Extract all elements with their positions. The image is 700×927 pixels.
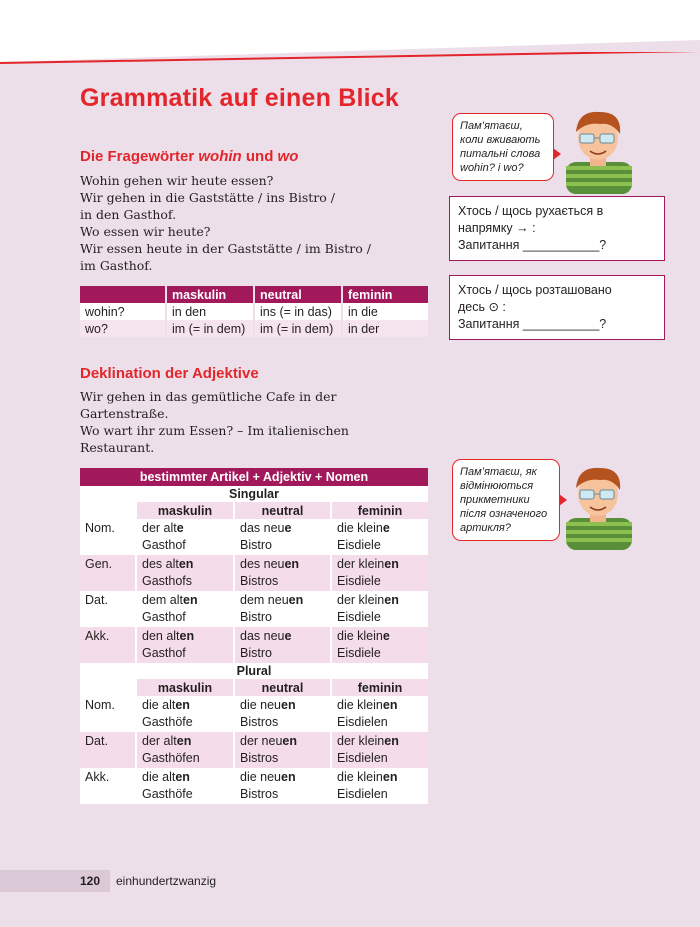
question-line: напрямку → : — [458, 221, 536, 235]
fragewoerter-text — [80, 172, 371, 274]
table-cell — [331, 555, 428, 591]
noun: Eisdielen — [337, 787, 388, 801]
table-header-row — [80, 286, 428, 303]
table-header-empty — [80, 679, 136, 696]
table-cell: wohin? — [80, 303, 166, 320]
adjective-ending: en — [384, 734, 399, 748]
page-number-word: einhundertzwanzig — [116, 874, 217, 888]
table-cell — [234, 591, 331, 627]
text-line: Wir essen heute in der Gaststätte / im Bistro / — [80, 241, 371, 256]
boy-illustration-icon — [560, 104, 638, 194]
adjective-ending: en — [176, 734, 192, 748]
adjective-ending: e — [382, 629, 390, 643]
table-row — [80, 696, 428, 732]
noun: Bistros — [240, 751, 279, 765]
fragewoerter-table — [80, 286, 428, 337]
table-row — [80, 519, 428, 555]
case-label: Nom. — [80, 696, 136, 732]
table-cell — [136, 732, 234, 768]
text-line: Wo essen wir heute? — [80, 224, 211, 239]
article-adjective — [240, 520, 325, 537]
bubble-line: Пам’ятаєш, як — [460, 466, 537, 478]
page-top-red-rule — [0, 52, 700, 66]
deklination-heading: Deklination der Adjektive — [80, 365, 259, 382]
article-adjective — [337, 769, 423, 786]
plural-label-row — [80, 663, 428, 679]
question-line: Хтось / щось рухається в — [458, 204, 604, 218]
adjective-stem: dem alt — [142, 593, 183, 607]
table-banner: bestimmter Artikel + Adjektiv + Nomen — [80, 468, 428, 486]
plural-label: Plural — [80, 663, 428, 679]
table-cell: im (= in dem) — [166, 320, 254, 337]
table-cell: im (= in dem) — [254, 320, 342, 337]
footer-band — [0, 870, 700, 892]
adjective-stem: die alt — [142, 770, 176, 784]
adjective-ending: e — [284, 629, 292, 643]
text-line: Wohin gehen wir heute essen? — [80, 173, 274, 188]
table-cell — [136, 627, 234, 663]
article-adjective — [142, 556, 228, 573]
adjective-stem: die klein — [337, 770, 383, 784]
singular-header-row — [80, 502, 428, 519]
article-adjective — [337, 697, 423, 714]
table-header-empty — [80, 286, 166, 303]
plural-rows — [80, 696, 428, 804]
adjective-ending: en — [284, 557, 300, 571]
question-box-direction — [449, 196, 665, 261]
table-cell — [331, 768, 428, 804]
singular-rows — [80, 519, 428, 663]
adjective-ending: en — [175, 770, 190, 784]
table-header-feminin: feminin — [331, 502, 428, 519]
table-header-neutral: neutral — [254, 286, 342, 303]
table-header-neutral: neutral — [234, 679, 331, 696]
fragewoerter-heading-und: und — [241, 148, 278, 165]
table-cell: in den — [166, 303, 254, 320]
table-header-empty — [80, 502, 136, 519]
table-banner-row — [80, 468, 428, 486]
table-cell: in die — [342, 303, 428, 320]
adjective-stem: der klein — [337, 734, 385, 748]
table-cell — [136, 696, 234, 732]
table-row — [80, 591, 428, 627]
noun: Gasthof — [142, 646, 186, 660]
table-cell — [331, 732, 428, 768]
adjective-stem: die alt — [142, 698, 176, 712]
article-adjective — [240, 592, 325, 609]
fragewoerter-heading-prefix: Die Fragewörter — [80, 148, 199, 165]
adjective-stem: des neu — [240, 557, 285, 571]
adjective-ending: en — [288, 593, 304, 607]
noun: Eisdiele — [337, 646, 381, 660]
adjective-ending: en — [178, 557, 194, 571]
case-label: Akk. — [80, 768, 136, 804]
adjective-stem: der alt — [142, 521, 177, 535]
case-label: Nom. — [80, 519, 136, 555]
page-title: Grammatik auf einen Blick — [80, 84, 400, 112]
plural-header-row — [80, 679, 428, 696]
table-cell — [331, 696, 428, 732]
table-cell — [234, 696, 331, 732]
article-adjective — [337, 592, 423, 609]
article-adjective — [337, 733, 423, 750]
article-adjective — [240, 769, 325, 786]
noun: Eisdielen — [337, 715, 388, 729]
deklination-table — [80, 468, 428, 804]
table-cell — [136, 519, 234, 555]
article-adjective — [142, 697, 228, 714]
table-row — [80, 768, 428, 804]
adjective-stem: die klein — [337, 698, 383, 712]
fragewoerter-heading-wohin: wohin — [198, 148, 242, 165]
noun: Gasthöfe — [142, 715, 193, 729]
adjective-stem: des alt — [142, 557, 179, 571]
noun: Bistros — [240, 574, 279, 588]
text-line: Wir gehen in die Gaststätte / ins Bistro / — [80, 190, 335, 205]
case-label: Gen. — [80, 555, 136, 591]
table-cell: ins (= in das) — [254, 303, 342, 320]
table-cell — [234, 627, 331, 663]
page-number: 120 — [80, 874, 101, 888]
case-label: Akk. — [80, 627, 136, 663]
table-cell — [234, 732, 331, 768]
text-line: Restaurant. — [80, 440, 155, 455]
adjective-ending: e — [382, 521, 390, 535]
table-cell — [234, 555, 331, 591]
adjective-ending: en — [382, 770, 398, 784]
bubble-line: коли вживають — [460, 134, 541, 146]
article-adjective — [337, 556, 423, 573]
adjective-ending: e — [284, 521, 292, 535]
table-cell — [331, 591, 428, 627]
noun: Gasthofs — [142, 574, 193, 588]
table-cell — [136, 768, 234, 804]
text-line: Gartenstraße. — [80, 406, 169, 421]
speech-bubble-fragewoerter — [452, 113, 554, 181]
adjective-ending: e — [176, 521, 184, 535]
adjective-ending: en — [384, 557, 399, 571]
plural-head — [80, 663, 428, 696]
case-label: Dat. — [80, 732, 136, 768]
adjective-ending: en — [382, 698, 398, 712]
adjective-ending: en — [281, 770, 296, 784]
table-header-feminin: feminin — [342, 286, 428, 303]
adjective-ending: en — [175, 698, 190, 712]
article-adjective — [337, 520, 423, 537]
table-header-feminin: feminin — [331, 679, 428, 696]
article-adjective — [142, 733, 228, 750]
table-row — [80, 732, 428, 768]
noun: Eisdielen — [337, 751, 388, 765]
noun: Bistro — [240, 538, 272, 552]
adjective-stem: den alt — [142, 629, 180, 643]
bubble-line: Пам’ятаєш, — [460, 120, 523, 132]
article-adjective — [240, 733, 325, 750]
table-header-maskulin: maskulin — [166, 286, 254, 303]
adjective-stem: das neu — [240, 629, 285, 643]
adjective-stem: die neu — [240, 770, 282, 784]
table-cell — [234, 519, 331, 555]
text-line: im Gasthof. — [80, 258, 153, 273]
article-adjective — [142, 628, 228, 645]
adjective-stem: der neu — [240, 734, 283, 748]
noun: Eisdiele — [337, 538, 381, 552]
article-adjective — [240, 628, 325, 645]
table-cell — [234, 768, 331, 804]
article-adjective — [142, 520, 228, 537]
table-cell: in der — [342, 320, 428, 337]
article-adjective — [240, 697, 325, 714]
case-label: Dat. — [80, 591, 136, 627]
adjective-ending: en — [384, 593, 399, 607]
table-cell: wo? — [80, 320, 166, 337]
table-cell — [331, 519, 428, 555]
question-line: Запитання ___________? — [458, 317, 607, 331]
adjective-stem: der alt — [142, 734, 177, 748]
adjective-ending: en — [282, 734, 297, 748]
fragewoerter-heading — [80, 148, 298, 165]
noun: Gasthöfen — [142, 751, 200, 765]
singular-label: Singular — [80, 486, 428, 502]
text-line: Wo wart ihr zum Essen? – Im italienischen — [80, 423, 349, 438]
table-row — [80, 555, 428, 591]
adjective-stem: der klein — [337, 593, 385, 607]
bubble-line: питальні слова — [460, 148, 541, 160]
deklination-text — [80, 388, 349, 456]
table-header-maskulin: maskulin — [136, 679, 234, 696]
text-line: Wir gehen in das gemütliche Cafe in der — [80, 389, 337, 404]
bubble-line: прикметники — [460, 494, 530, 506]
bubble-line: артикля? — [460, 522, 511, 534]
table-header-maskulin: maskulin — [136, 502, 234, 519]
noun: Bistro — [240, 610, 272, 624]
adjective-stem: dem neu — [240, 593, 289, 607]
table-cell — [136, 591, 234, 627]
adjective-stem: die neu — [240, 698, 282, 712]
table-row — [80, 303, 428, 320]
adjective-stem: die klein — [337, 521, 383, 535]
question-line: Запитання ___________? — [458, 238, 607, 252]
noun: Gasthof — [142, 538, 186, 552]
noun: Eisdiele — [337, 574, 381, 588]
adjective-ending: en — [183, 593, 198, 607]
bubble-line: відмінюються — [460, 480, 534, 492]
table-row — [80, 320, 428, 337]
adjective-stem: der klein — [337, 557, 385, 571]
text-line: in den Gasthof. — [80, 207, 177, 222]
article-adjective — [142, 592, 228, 609]
adjective-stem: die klein — [337, 629, 383, 643]
noun: Bistros — [240, 715, 279, 729]
speech-bubble-deklination — [452, 459, 560, 541]
table-cell — [331, 627, 428, 663]
boy-illustration-icon — [560, 458, 638, 550]
article-adjective — [142, 769, 228, 786]
adjective-ending: en — [179, 629, 195, 643]
noun: Bistro — [240, 646, 272, 660]
bubble-line: після означеного — [460, 508, 548, 520]
noun: Gasthof — [142, 610, 186, 624]
noun: Gasthöfe — [142, 787, 193, 801]
question-box-location — [449, 275, 665, 340]
bubble-line: wohin? і wo? — [460, 162, 524, 174]
table-header-neutral: neutral — [234, 502, 331, 519]
fragewoerter-heading-wo: wo — [277, 148, 299, 165]
article-adjective — [240, 556, 325, 573]
question-line: десь ⊙ : — [458, 300, 506, 314]
deklination-table-head — [80, 468, 428, 519]
table-cell — [136, 555, 234, 591]
article-adjective — [337, 628, 423, 645]
adjective-stem: das neu — [240, 521, 285, 535]
noun: Bistros — [240, 787, 279, 801]
adjective-ending: en — [281, 698, 296, 712]
table-row — [80, 627, 428, 663]
noun: Eisdiele — [337, 610, 381, 624]
question-line: Хтось / щось розташовано — [458, 283, 612, 297]
singular-label-row — [80, 486, 428, 502]
